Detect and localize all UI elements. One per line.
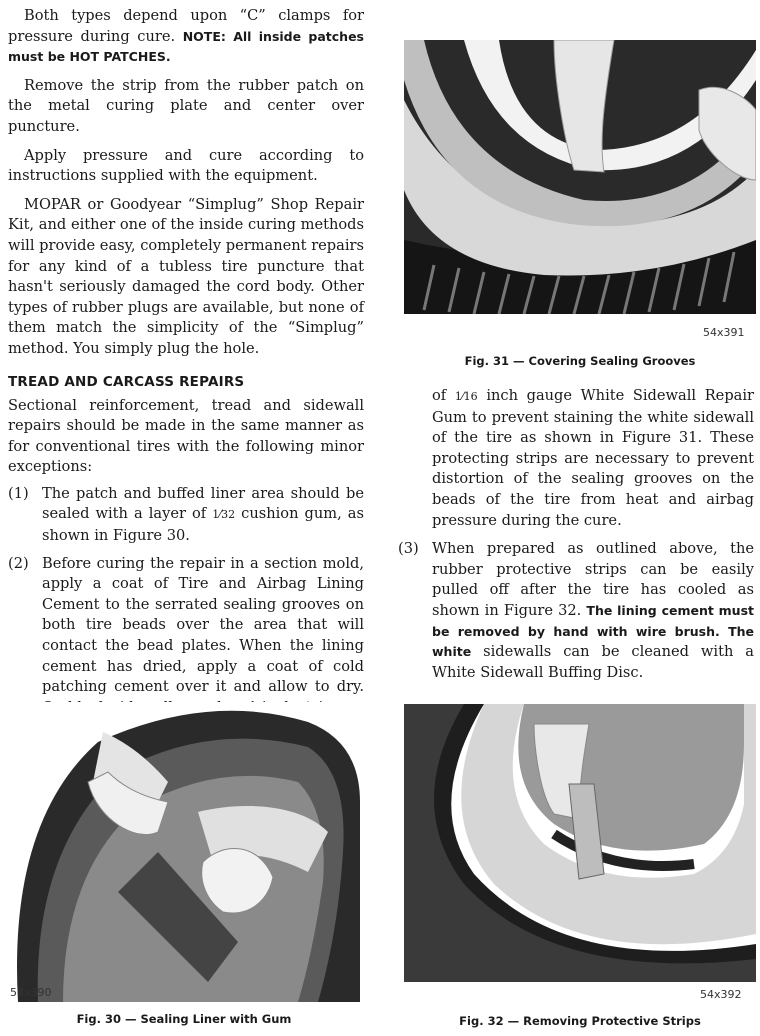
list-number: (3) [398,540,419,558]
note-bold: NOTE: All inside patches must be HOT PATCHES. [8,28,364,65]
fig30-caption: Fig. 30 — Sealing Liner with Gum [76,1012,292,1026]
item3-bold: The lining cement must be removed by hand with wire brush. The white [432,602,754,660]
paragraph-remove-strip: Remove the strip from the rubber patch on the metal curing plate and center over puncture. [8,76,364,135]
tire-strip-removal-photo-icon [404,704,756,982]
paragraph-apply-pressure: Apply pressure and cure according to instructions supplied with the equipment. [8,146,364,185]
list-number: (1) [8,484,29,502]
fig31-caption: Fig. 31 — Covering Sealing Grooves [464,354,696,368]
paragraph-continued: of 1⁄16 inch gauge White Sidewall Repair Gum to prevent staining the white sidewall of the tire as shown in Figure 31. These protecting strips are necessary to prevent distortion of the sealing grooves on the beads of the tire from heat and airbag pressure during the cure. [432,387,755,529]
fraction: 1⁄16 [454,390,478,403]
fig31-photo [404,40,756,314]
fig30-photo-id: 54x390 [10,986,52,999]
list-item-2: (2) Before curing the repair in a section mold, apply a coat of Tire and Airbag Lining Cement to the serrated sealing grooves on both tire beads over the area that will contact the bead plates. When the lining cement has dried, apply a coat of cold patching cement over it and allow to dry. [8,554,364,696]
fig32-photo [404,704,756,982]
list-number: (2) [8,554,29,572]
fig32-photo-id: 54x392 [700,988,742,1001]
tire-bead-photo-icon [404,40,756,314]
paragraph-clamps: Both types depend upon “C” clamps for pressure during cure. NOTE: All inside patches must be HOT PATCHES. [8,7,364,65]
right-column [398,386,754,683]
fraction: 1⁄32 [212,508,236,522]
paragraph-simplug: MOPAR or Goodyear “Simplug” Shop Repair Kit, and either one of the inside curing methods will provide easy, completely permanent repairs for any kind of a tubless tire puncture that hasn't seriously damaged the cord body. Other types of rubber plugs are available, but none of them match the simplicity of the “Simplug” method. You simply plug the hole. [8,195,364,357]
paragraph-sectional: Sectional reinforcement, tread and sidewall repairs should be made in the same manner as for conventional tires with the following minor exceptions: [8,396,364,476]
list-item-3: (3) When prepared as outlined above, the rubber protective strips can be easily pulled off after the tire has cooled as shown in Figure 32. The lining cement must be removed by hand with wire brush. The white sidewalls can be cleaned with a White Sidewall Buffing Disc. [398,540,754,681]
fig31-photo-id: 54x391 [703,326,745,339]
left-column [8,6,364,718]
section-heading: TREAD AND CARCASS REPAIRS [8,373,245,390]
list-item-1: (1) The patch and buffed liner area should be sealed with a layer of 1⁄32 cushion gum, as shown in Figure 30. [8,484,364,545]
tire-liner-photo-icon [8,702,360,1002]
fig32-caption: Fig. 32 — Removing Protective Strips [459,1014,701,1028]
fig30-photo [8,702,360,1002]
